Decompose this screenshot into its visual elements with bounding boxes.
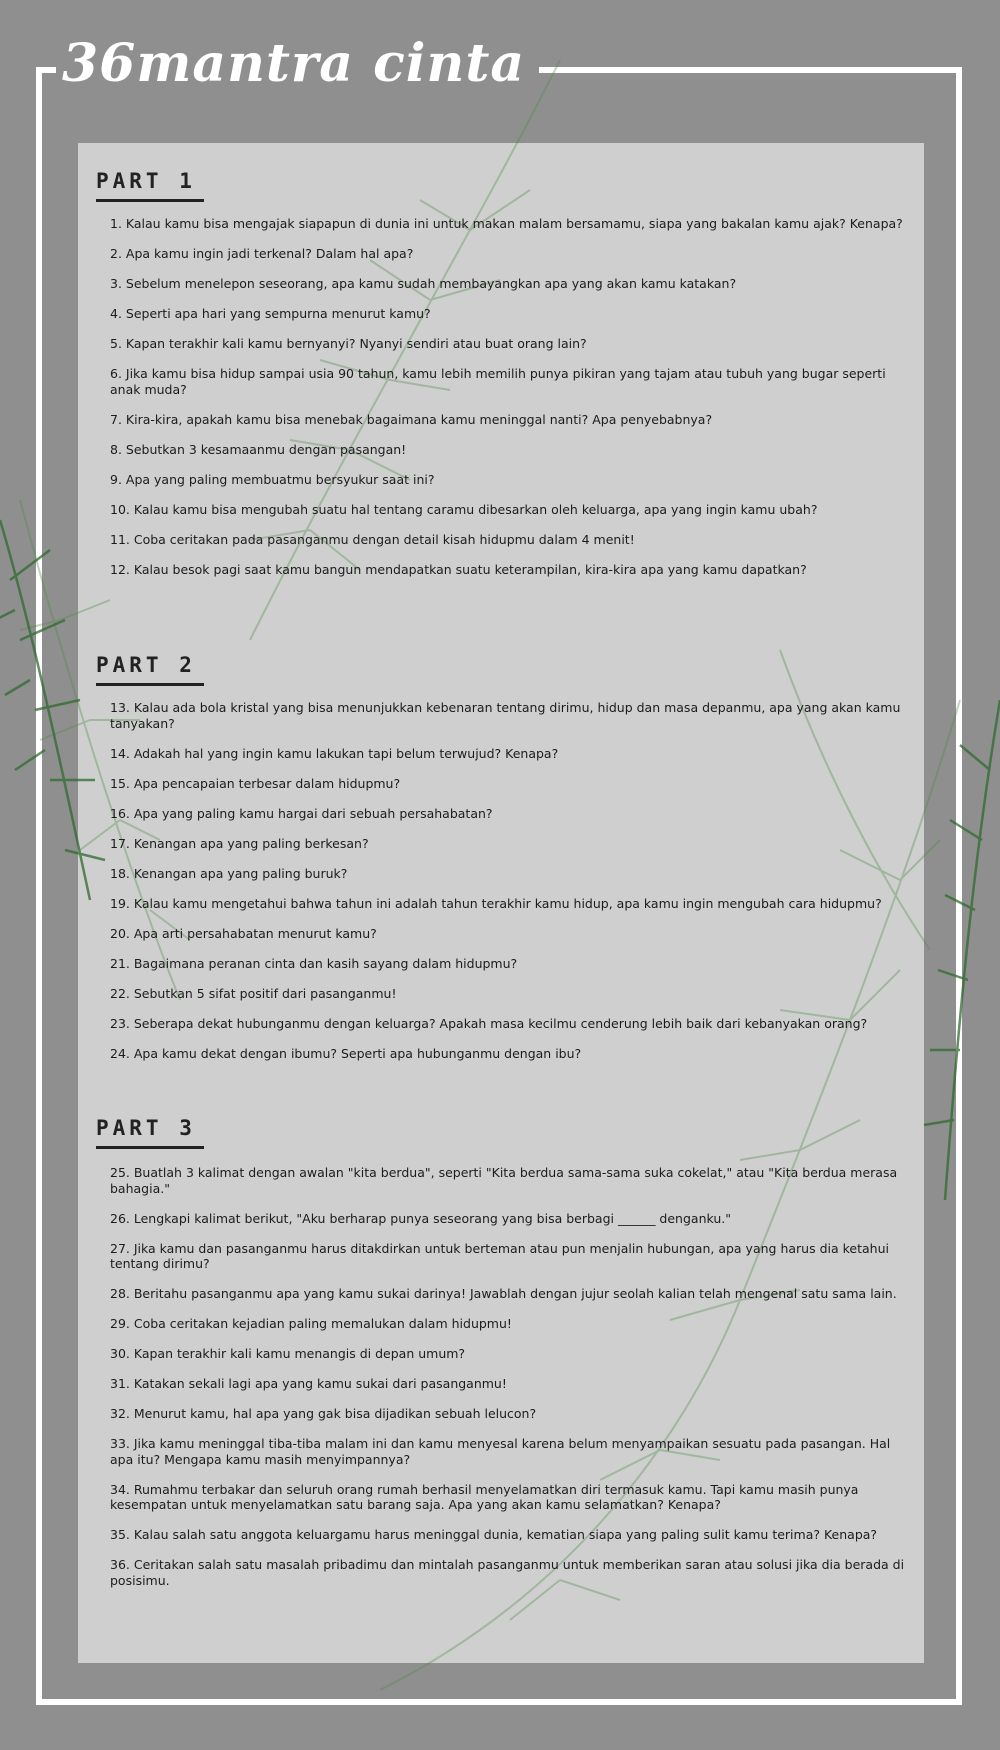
- question-item: 24. Apa kamu dekat dengan ibumu? Seperti apa hubunganmu dengan ibu?: [110, 1045, 582, 1061]
- question-item: 7. Kira-kira, apakah kamu bisa menebak bagaimana kamu meninggal nanti? Apa penyebabnya?: [110, 411, 713, 427]
- question-item: 14. Adakah hal yang ingin kamu lakukan tapi belum terwujud? Kenapa?: [110, 745, 559, 761]
- question-item: 33. Jika kamu meninggal tiba-tiba malam ini dan kamu menyesal karena belum menyampaikan sesuatu pada pasangan. Hal apa itu? Mengapa kamu masih menyimpannya?: [110, 1436, 891, 1467]
- question-item: 26. Lengkapi kalimat berikut, "Aku berharap punya seseorang yang bisa berbagi ______ denganku.": [110, 1210, 731, 1226]
- question-item: 32. Menurut kamu, hal apa yang gak bisa dijadikan sebuah lelucon?: [110, 1406, 537, 1421]
- question-item: 31. Katakan sekali lagi apa yang kamu sukai dari pasanganmu!: [110, 1376, 507, 1391]
- question-item: 25. Buatlah 3 kalimat dengan awalan "kita berdua", seperti "Kita berdua sama-sama suka cokelat," atau "Kita berdua merasa bahagia.": [110, 1165, 898, 1196]
- question-item: 20. Apa arti persahabatan menurut kamu?: [110, 925, 377, 941]
- part-1-heading: PART 1: [96, 168, 204, 202]
- part-3-question-list: [96, 1165, 916, 1588]
- question-item: 11. Coba ceritakan pada pasanganmu dengan detail kisah hidupmu dalam 4 menit!: [110, 531, 635, 547]
- question-item: 28. Beritahu pasanganmu apa yang kamu sukai darinya! Jawablah dengan jujur seolah kalian telah mengenal satu sama lain.: [110, 1286, 897, 1301]
- question-item: 23. Seberapa dekat hubunganmu dengan keluarga? Apakah masa kecilmu cenderung lebih baik dari kebanyakan orang?: [110, 1015, 868, 1031]
- question-item: 27. Jika kamu dan pasanganmu harus ditakdirkan untuk berteman atau pun menjalin hubungan, apa yang harus dia ketahui tentang dirimu?: [110, 1240, 889, 1271]
- question-item: 3. Sebelum menelepon seseorang, apa kamu sudah membayangkan apa yang akan kamu katakan?: [110, 276, 737, 291]
- question-item: 12. Kalau besok pagi saat kamu bangun mendapatkan suatu keterampilan, kira-kira apa yang kamu dapatkan?: [110, 561, 807, 577]
- page-title: 36mantra cinta: [56, 34, 539, 94]
- question-item: 2. Apa kamu ingin jadi terkenal? Dalam hal apa?: [110, 246, 414, 261]
- question-item: 13. Kalau ada bola kristal yang bisa menunjukkan kebenaran tentang dirimu, hidup dan masa depanmu, apa yang akan kamu tanyakan?: [110, 700, 901, 731]
- question-item: 4. Seperti apa hari yang sempurna menurut kamu?: [110, 306, 431, 321]
- question-item: 21. Bagaimana peranan cinta dan kasih sayang dalam hidupmu?: [110, 955, 518, 971]
- question-item: 8. Sebutkan 3 kesamaanmu dengan pasangan!: [110, 441, 407, 457]
- part-2-section: [96, 650, 916, 1076]
- question-item: 30. Kapan terakhir kali kamu menangis di depan umum?: [110, 1346, 466, 1361]
- question-item: 9. Apa yang paling membuatmu bersyukur saat ini?: [110, 471, 435, 487]
- question-item: 18. Kenangan apa yang paling buruk?: [110, 865, 348, 881]
- question-item: 34. Rumahmu terbakar dan seluruh orang rumah berhasil menyelamatkan diri termasuk kamu. Tapi kamu masih punya kesempatan untuk menyelamatkan satu barang saja. Apa yang akan kamu selamatkan? Kenapa?: [110, 1481, 859, 1512]
- question-item: 29. Coba ceritakan kejadian paling memalukan dalam hidupmu!: [110, 1316, 512, 1331]
- question-item: 6. Jika kamu bisa hidup sampai usia 90 tahun, kamu lebih memilih punya pikiran yang tajam atau tubuh yang bugar seperti anak muda?: [110, 366, 886, 397]
- part-1-question-list: [96, 216, 916, 577]
- part-2-heading: PART 2: [96, 652, 204, 686]
- question-item: 1. Kalau kamu bisa mengajak siapapun di dunia ini untuk makan malam bersamamu, siapa yang bakalan kamu ajak? Kenapa?: [110, 216, 903, 231]
- question-item: 16. Apa yang paling kamu hargai dari sebuah persahabatan?: [110, 805, 493, 821]
- question-item: 17. Kenangan apa yang paling berkesan?: [110, 835, 369, 851]
- part-3-section: [96, 1113, 916, 1603]
- part-3-heading: PART 3: [96, 1115, 204, 1149]
- question-item: 15. Apa pencapaian terbesar dalam hidupmu?: [110, 775, 401, 791]
- part-1-section: [96, 166, 916, 592]
- question-item: 36. Ceritakan salah satu masalah pribadimu dan mintalah pasanganmu untuk memberikan saran atau solusi jika dia berada di posisimu.: [110, 1557, 905, 1588]
- question-item: 35. Kalau salah satu anggota keluargamu harus meninggal dunia, kematian siapa yang paling sulit kamu terima? Kenapa?: [110, 1527, 878, 1542]
- question-item: 22. Sebutkan 5 sifat positif dari pasanganmu!: [110, 985, 397, 1001]
- question-item: 5. Kapan terakhir kali kamu bernyanyi? Nyanyi sendiri atau buat orang lain?: [110, 336, 587, 351]
- question-item: 10. Kalau kamu bisa mengubah suatu hal tentang caramu dibesarkan oleh keluarga, apa yang ingin kamu ubah?: [110, 501, 818, 517]
- part-2-question-list: [96, 700, 916, 1061]
- question-item: 19. Kalau kamu mengetahui bahwa tahun ini adalah tahun terakhir kamu hidup, apa kamu ingin mengubah cara hidupmu?: [110, 895, 882, 911]
